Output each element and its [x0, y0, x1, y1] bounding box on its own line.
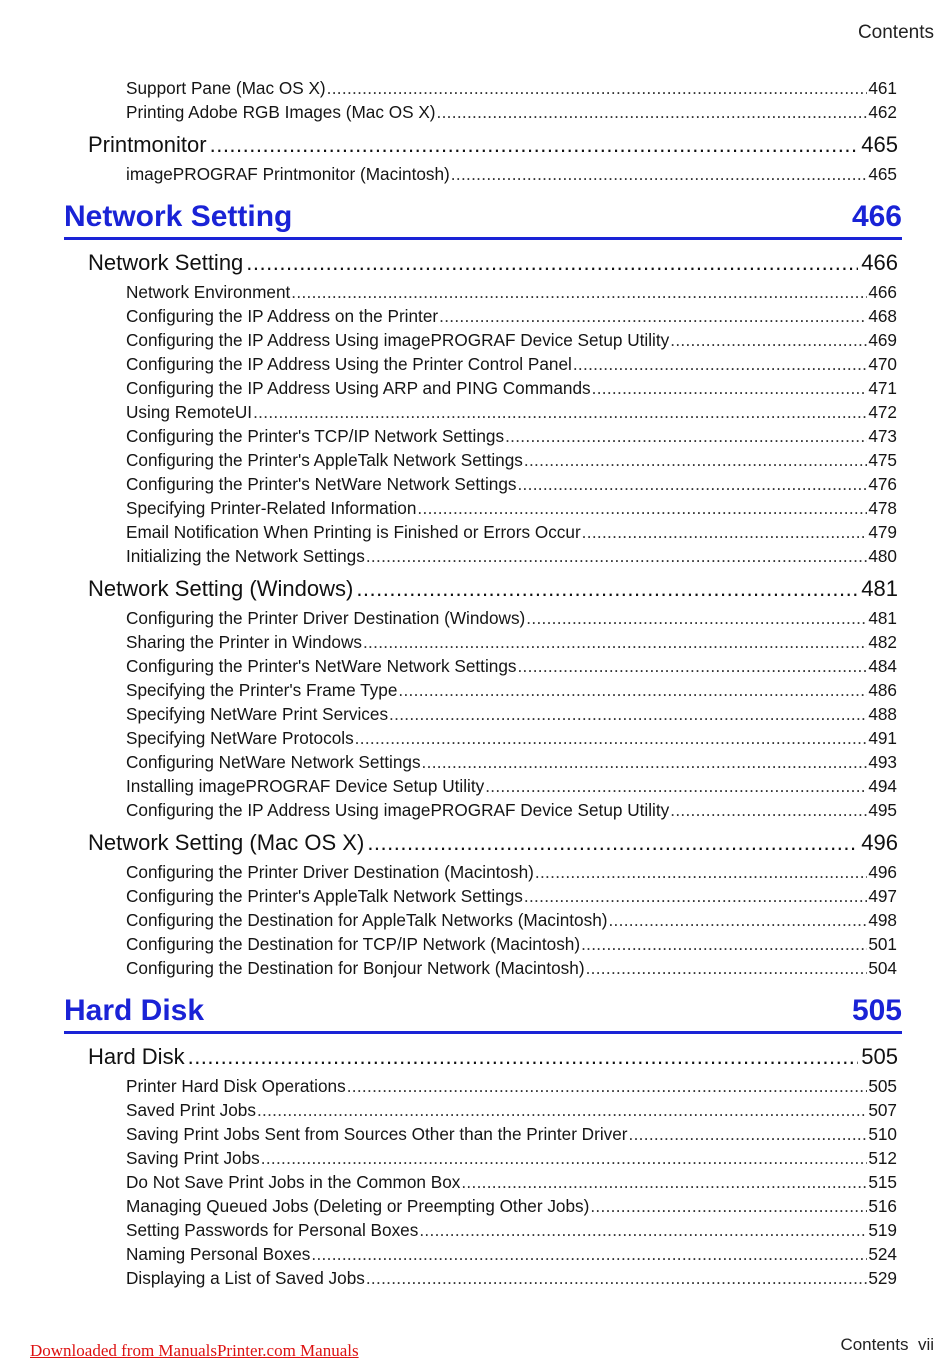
toc-entry-title: Configuring the IP Address Using imagePROGRAF Device Setup Utility: [126, 800, 670, 820]
toc-entry-title: Configuring the IP Address Using ARP and PING Commands: [126, 378, 591, 398]
toc-entry-page: 476: [868, 474, 897, 494]
toc-entry-page: 494: [868, 776, 897, 796]
toc-entry-page: 488: [868, 704, 897, 724]
toc-entry-page: 465: [868, 164, 897, 184]
dot-leader: [526, 606, 867, 630]
toc-entry-page: 469: [868, 330, 897, 350]
toc-entry-title: Printer Hard Disk Operations: [126, 1076, 346, 1096]
chapter-list: [0, 196, 950, 1290]
toc-entry-title: Naming Personal Boxes: [126, 1244, 311, 1264]
toc-entry[interactable]: [126, 472, 897, 496]
dot-leader: [586, 956, 868, 980]
chapter-title: Network Setting: [64, 200, 293, 233]
dot-leader: [367, 826, 858, 860]
toc-entry-title: Sharing the Printer in Windows: [126, 632, 362, 652]
toc-entry[interactable]: [126, 304, 897, 328]
toc-entry[interactable]: [126, 678, 897, 702]
toc-entry-title: Support Pane (Mac OS X): [126, 78, 326, 98]
toc-entry-page: 471: [868, 378, 897, 398]
dot-leader: [356, 572, 858, 606]
toc-entry-title: Configuring the Printer Driver Destination (Macintosh): [126, 862, 534, 882]
toc-section-title: Network Setting: [88, 250, 244, 275]
toc-entry-page: 475: [868, 450, 897, 470]
toc-entry-page: 480: [868, 546, 897, 566]
toc-entry-title: Specifying the Printer's Frame Type: [126, 680, 398, 700]
toc-section-printmonitor[interactable]: [88, 128, 898, 162]
toc-entry[interactable]: [126, 908, 897, 932]
toc-entry-page: 510: [868, 1124, 897, 1144]
toc-entry-title: Configuring NetWare Network Settings: [126, 752, 421, 772]
chapter-heading[interactable]: [64, 196, 902, 240]
toc-entry[interactable]: [126, 520, 897, 544]
toc-entry-page: 484: [868, 656, 897, 676]
chapter-page: 466: [851, 200, 902, 233]
toc-entry[interactable]: [126, 630, 897, 654]
chapter-title: Hard Disk: [64, 994, 205, 1027]
dot-leader: [419, 1218, 867, 1242]
toc-entry[interactable]: [126, 606, 897, 630]
dot-leader: [366, 544, 867, 568]
toc-section[interactable]: [88, 826, 898, 860]
toc-entry-title: imagePROGRAF Printmonitor (Macintosh): [126, 164, 450, 184]
page-footer: [840, 1335, 934, 1355]
toc-section-title: Network Setting (Windows): [88, 576, 354, 601]
dot-leader: [517, 654, 867, 678]
dot-leader: [210, 128, 859, 162]
toc-entry-page: 493: [868, 752, 897, 772]
toc-section-title: Printmonitor: [88, 132, 207, 157]
toc-entry-page: 498: [868, 910, 897, 930]
toc-entry[interactable]: [126, 544, 897, 568]
toc-entry[interactable]: [126, 1122, 897, 1146]
dot-leader: [188, 1040, 859, 1074]
toc-entry-page: 512: [868, 1148, 897, 1168]
toc-entry[interactable]: [126, 352, 897, 376]
dot-leader: [608, 908, 867, 932]
toc-entry-title: Initializing the Network Settings: [126, 546, 365, 566]
toc-entry-page: 473: [868, 426, 897, 446]
dot-leader: [398, 678, 867, 702]
toc-entry-title: Configuring the IP Address Using the Printer Control Panel: [126, 354, 572, 374]
toc-entry-title: Saving Print Jobs: [126, 1148, 260, 1168]
toc-entry-page: 462: [868, 102, 897, 122]
toc-entry-title: Do Not Save Print Jobs in the Common Box: [126, 1172, 461, 1192]
dot-leader: [573, 352, 867, 376]
dot-leader: [253, 400, 867, 424]
toc-entry[interactable]: [126, 774, 897, 798]
toc-entry[interactable]: [126, 1146, 897, 1170]
toc-entry-page: 466: [868, 282, 897, 302]
download-source-link[interactable]: Downloaded from ManualsPrinter.com Manuals: [30, 1341, 359, 1360]
toc-entry-title: Configuring the Printer's NetWare Network Settings: [126, 656, 517, 676]
toc-entry[interactable]: [126, 932, 897, 956]
toc-entry[interactable]: [126, 654, 897, 678]
dot-leader: [366, 1266, 867, 1290]
toc-entry-page: 481: [868, 608, 897, 628]
running-header: Contents: [857, 22, 934, 43]
toc-entry[interactable]: [126, 750, 897, 774]
dot-leader: [422, 750, 868, 774]
dot-leader: [417, 496, 867, 520]
toc-section-page: 466: [861, 250, 898, 275]
toc-entry-page: 491: [868, 728, 897, 748]
dot-leader: [582, 520, 868, 544]
toc-entry-page: 461: [868, 78, 897, 98]
toc-entry[interactable]: [126, 860, 897, 884]
toc-entry[interactable]: [126, 1098, 897, 1122]
toc-entry-page: 524: [868, 1244, 897, 1264]
toc-entry-title: Installing imagePROGRAF Device Setup Utility: [126, 776, 485, 796]
toc-entry[interactable]: [126, 956, 897, 980]
toc-entry-title: Specifying NetWare Print Services: [126, 704, 389, 724]
toc-entry-page: 497: [868, 886, 897, 906]
toc-section-title: Hard Disk: [88, 1044, 185, 1069]
toc-entry[interactable]: [126, 162, 897, 186]
chapter-heading[interactable]: [64, 990, 902, 1034]
toc-entry-page: 468: [868, 306, 897, 326]
toc-entry[interactable]: [126, 1170, 897, 1194]
toc-entry-title: Managing Queued Jobs (Deleting or Preempting Other Jobs): [126, 1196, 590, 1216]
dot-leader: [347, 1074, 868, 1098]
toc-entry[interactable]: [126, 496, 897, 520]
toc-entry-title: Configuring the Printer's AppleTalk Network Settings: [126, 886, 523, 906]
dot-leader: [505, 424, 867, 448]
toc-entry[interactable]: [126, 1074, 897, 1098]
dot-leader: [311, 1242, 867, 1266]
dot-leader: [485, 774, 867, 798]
toc-entry-title: Configuring the IP Address Using imagePROGRAF Device Setup Utility: [126, 330, 670, 350]
toc-entry-title: Configuring the Destination for AppleTalk Networks (Macintosh): [126, 910, 608, 930]
toc-section-page: 505: [861, 1044, 898, 1069]
dot-leader: [257, 1098, 867, 1122]
toc-entry[interactable]: [126, 280, 897, 304]
dot-leader: [461, 1170, 867, 1194]
toc-entry-page: 496: [868, 862, 897, 882]
toc-entry-title: Configuring the Printer's AppleTalk Network Settings: [126, 450, 523, 470]
toc-entry-title: Network Environment: [126, 282, 291, 302]
toc-entry-page: 495: [868, 800, 897, 820]
toc-section[interactable]: [88, 246, 898, 280]
dot-leader: [524, 884, 867, 908]
toc-entry-page: 478: [868, 498, 897, 518]
dot-leader: [437, 100, 868, 124]
toc-entry-page: 507: [868, 1100, 897, 1120]
toc-entry-page: 470: [868, 354, 897, 374]
footer-page-number: vii: [917, 1335, 934, 1354]
toc-entry-page: 486: [868, 680, 897, 700]
dot-leader: [670, 328, 867, 352]
toc-entry-title: Configuring the Printer Driver Destination (Windows): [126, 608, 526, 628]
dot-leader: [524, 448, 867, 472]
toc-entry[interactable]: [126, 1266, 897, 1290]
toc-entry-title: Configuring the Destination for TCP/IP Network (Macintosh): [126, 934, 581, 954]
dot-leader: [517, 472, 867, 496]
dot-leader: [670, 798, 867, 822]
toc-entry-title: Configuring the IP Address on the Printer: [126, 306, 439, 326]
toc-entry-title: Email Notification When Printing is Finished or Errors Occur: [126, 522, 581, 542]
toc-entry-page: 504: [868, 958, 897, 978]
toc-entry-title: Setting Passwords for Personal Boxes: [126, 1220, 419, 1240]
toc-entry[interactable]: [126, 798, 897, 822]
toc-entry-page: 529: [868, 1268, 897, 1288]
dot-leader: [535, 860, 867, 884]
toc-section[interactable]: [88, 1040, 898, 1074]
toc-section[interactable]: [88, 572, 898, 606]
toc-entry[interactable]: [126, 76, 897, 100]
toc-entry-title: Configuring the Printer's NetWare Network Settings: [126, 474, 517, 494]
table-of-contents: [0, 76, 950, 1290]
toc-entry-title: Configuring the Printer's TCP/IP Network Settings: [126, 426, 505, 446]
toc-entry-page: 519: [868, 1220, 897, 1240]
toc-section-page: 465: [861, 132, 898, 157]
toc-section-title: Network Setting (Mac OS X): [88, 830, 365, 855]
dot-leader: [355, 726, 868, 750]
toc-section-page: 496: [861, 830, 898, 855]
dot-leader: [246, 246, 858, 280]
dot-leader: [389, 702, 867, 726]
toc-entry-page: 482: [868, 632, 897, 652]
toc-entry-page: 505: [868, 1076, 897, 1096]
dot-leader: [629, 1122, 868, 1146]
toc-entry-title: Specifying NetWare Protocols: [126, 728, 354, 748]
toc-section-page: 481: [861, 576, 898, 601]
toc-entry[interactable]: [126, 884, 897, 908]
toc-entry[interactable]: [126, 702, 897, 726]
toc-entry[interactable]: [126, 424, 897, 448]
toc-entry[interactable]: [126, 1194, 897, 1218]
toc-entry[interactable]: [126, 1242, 897, 1266]
toc-entry[interactable]: [126, 726, 897, 750]
toc-entry[interactable]: [126, 448, 897, 472]
dot-leader: [439, 304, 867, 328]
toc-entry-title: Specifying Printer-Related Information: [126, 498, 417, 518]
toc-entry-title: Using RemoteUI: [126, 402, 253, 422]
toc-entry-page: 515: [868, 1172, 897, 1192]
footer-label: Contents: [840, 1335, 909, 1354]
toc-entry-title: Displaying a List of Saved Jobs: [126, 1268, 365, 1288]
toc-entry-title: Saved Print Jobs: [126, 1100, 256, 1120]
dot-leader: [261, 1146, 868, 1170]
toc-entry[interactable]: [126, 376, 897, 400]
dot-leader: [590, 1194, 867, 1218]
chapter-page: 505: [851, 994, 902, 1027]
toc-entry[interactable]: [126, 400, 897, 424]
dot-leader: [291, 280, 867, 304]
toc-entry-page: 501: [868, 934, 897, 954]
toc-entry[interactable]: [126, 100, 897, 124]
dot-leader: [581, 932, 867, 956]
toc-entry-title: Printing Adobe RGB Images (Mac OS X): [126, 102, 436, 122]
toc-entry-title: Saving Print Jobs Sent from Sources Other than the Printer Driver: [126, 1124, 628, 1144]
toc-entry[interactable]: [126, 1218, 897, 1242]
dot-leader: [451, 162, 868, 186]
toc-entry-page: 516: [868, 1196, 897, 1216]
toc-entry-title: Configuring the Destination for Bonjour Network (Macintosh): [126, 958, 585, 978]
dot-leader: [363, 630, 867, 654]
toc-entry-page: 472: [868, 402, 897, 422]
dot-leader: [592, 376, 868, 400]
dot-leader: [327, 76, 868, 100]
toc-entry-page: 479: [868, 522, 897, 542]
toc-entry[interactable]: [126, 328, 897, 352]
